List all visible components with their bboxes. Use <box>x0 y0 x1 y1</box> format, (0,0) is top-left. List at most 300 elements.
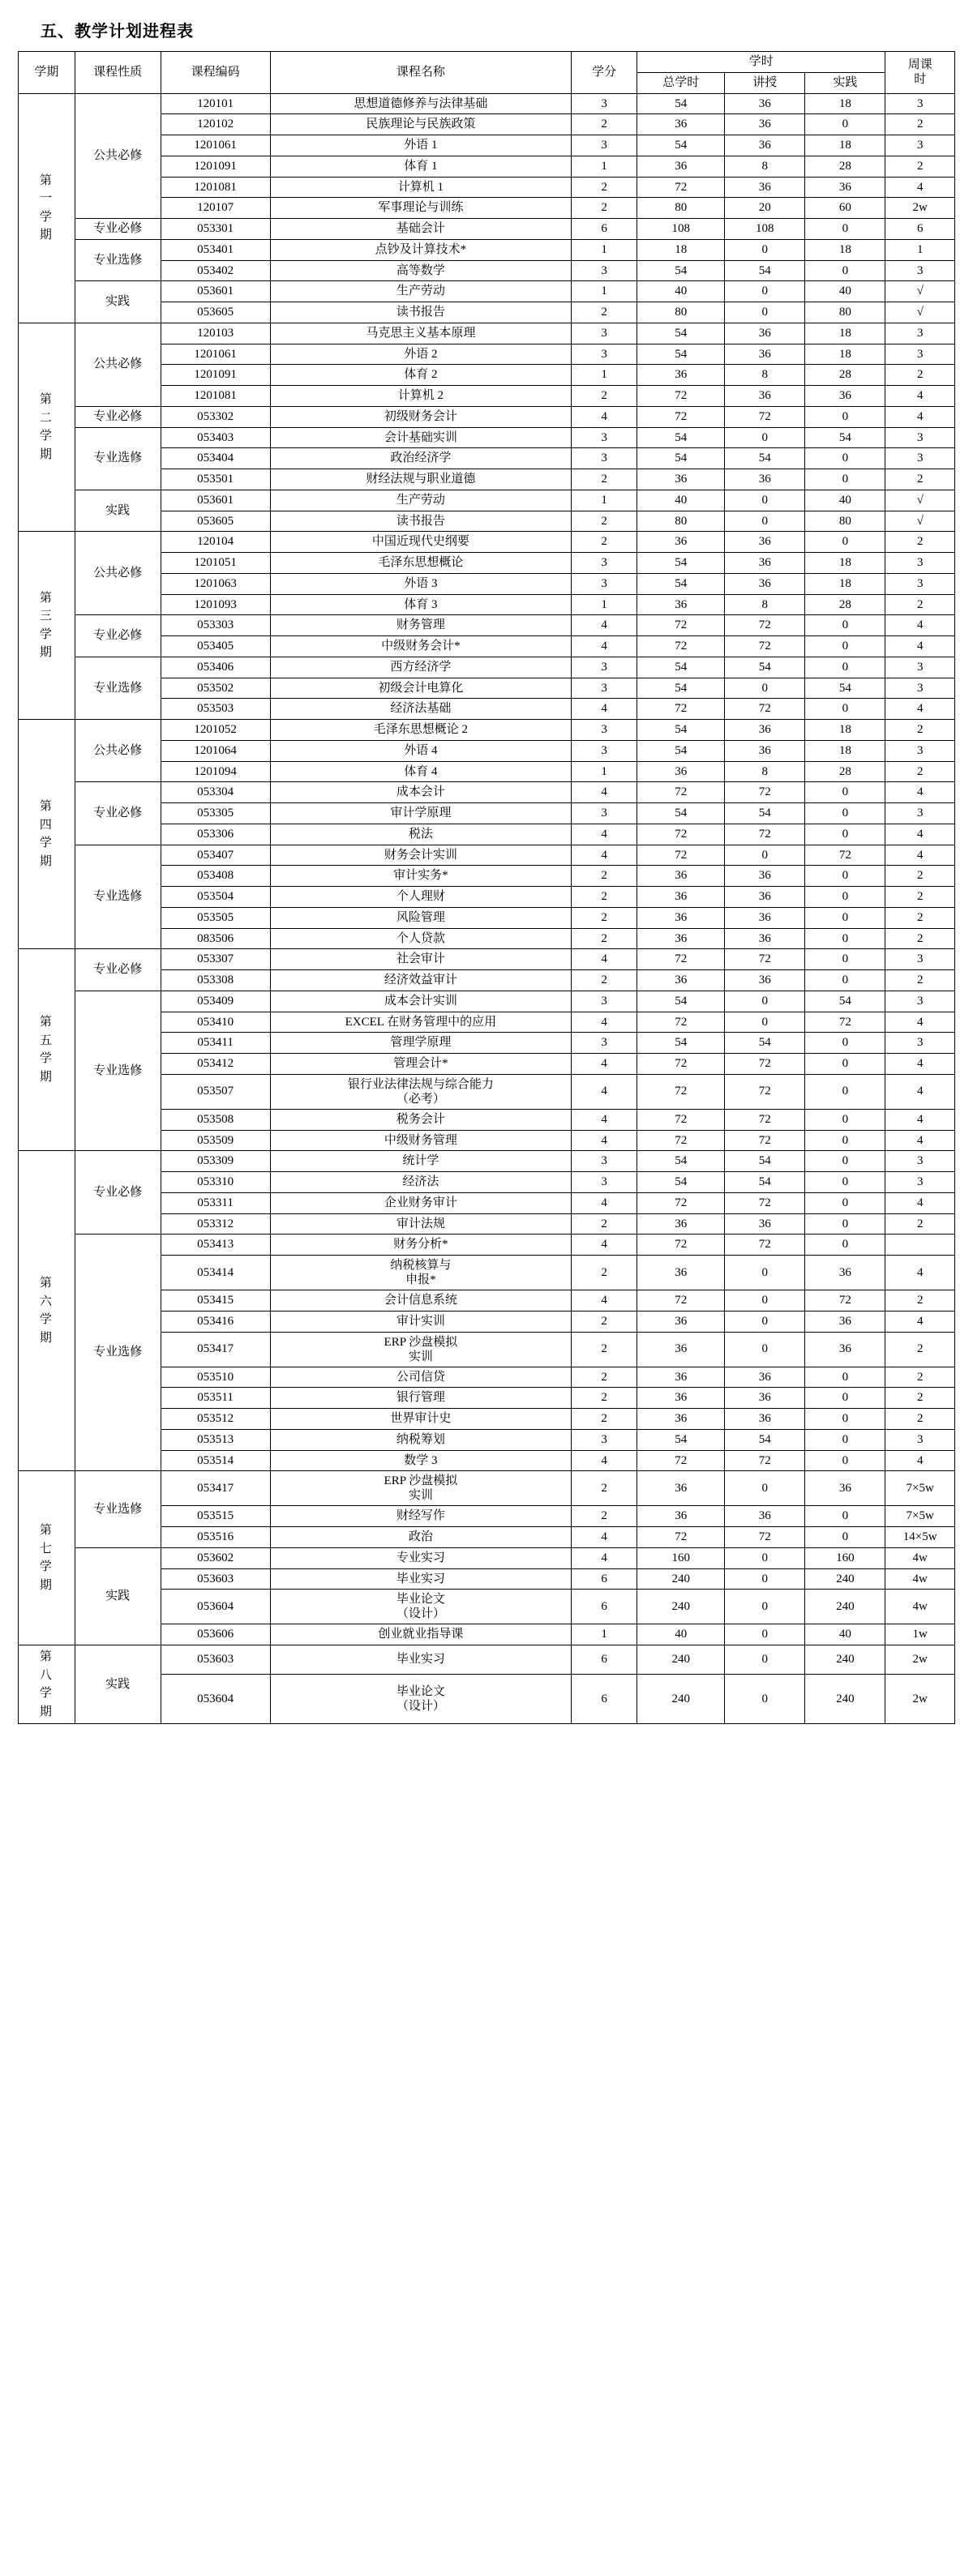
credit-cell: 4 <box>572 1074 637 1109</box>
course-name-cell: 中级财务管理 <box>270 1130 571 1151</box>
course-code-cell: 053305 <box>161 803 270 824</box>
course-code-cell: 053515 <box>161 1506 270 1527</box>
weekly-hours-cell: 3 <box>885 657 955 678</box>
course-name-cell: 毕业论文 （设计） <box>270 1590 571 1624</box>
credit-cell: 6 <box>572 1568 637 1590</box>
course-code-cell: 053604 <box>161 1675 270 1724</box>
credit-cell: 4 <box>572 1450 637 1471</box>
credit-cell: 4 <box>572 1054 637 1075</box>
course-code-cell: 053504 <box>161 887 270 908</box>
practice-hours-cell: 240 <box>805 1645 885 1675</box>
total-hours-cell: 54 <box>637 1172 725 1193</box>
course-nature-cell: 公共必修 <box>75 532 161 615</box>
total-hours-cell: 54 <box>637 740 725 761</box>
credit-cell: 4 <box>572 1290 637 1312</box>
credit-cell: 3 <box>572 135 637 156</box>
total-hours-cell: 18 <box>637 239 725 260</box>
total-hours-cell: 72 <box>637 845 725 866</box>
course-name-cell: 西方经济学 <box>270 657 571 678</box>
lecture-hours-cell: 0 <box>725 991 805 1012</box>
practice-hours-cell: 18 <box>805 135 885 156</box>
course-name-cell: 银行管理 <box>270 1388 571 1409</box>
course-name-cell: 初级会计电算化 <box>270 678 571 699</box>
weekly-hours-cell: 7×5w <box>885 1506 955 1527</box>
lecture-hours-cell: 36 <box>725 740 805 761</box>
course-code-cell: 053408 <box>161 866 270 887</box>
credit-cell: 3 <box>572 553 637 574</box>
course-code-cell: 083506 <box>161 928 270 949</box>
weekly-hours-cell: 2 <box>885 907 955 928</box>
credit-cell: 6 <box>572 1590 637 1624</box>
header-name: 课程名称 <box>270 52 571 94</box>
total-hours-cell: 54 <box>637 1151 725 1172</box>
table-body <box>19 93 955 1724</box>
credit-cell: 2 <box>572 1471 637 1506</box>
practice-hours-cell: 36 <box>805 1311 885 1332</box>
header-code: 课程编码 <box>161 52 270 94</box>
total-hours-cell: 72 <box>637 1109 725 1130</box>
credit-cell: 2 <box>572 532 637 553</box>
lecture-hours-cell: 0 <box>725 239 805 260</box>
course-name-cell: 创业就业指导课 <box>270 1624 571 1645</box>
total-hours-cell: 36 <box>637 1256 725 1290</box>
practice-hours-cell: 18 <box>805 553 885 574</box>
weekly-hours-cell: 4 <box>885 1256 955 1290</box>
total-hours-cell: 80 <box>637 511 725 532</box>
total-hours-cell: 80 <box>637 198 725 219</box>
weekly-hours-cell: 3 <box>885 1172 955 1193</box>
lecture-hours-cell: 0 <box>725 1568 805 1590</box>
course-code-cell: 053406 <box>161 657 270 678</box>
header-term: 学期 <box>19 52 75 94</box>
course-nature-cell: 专业必修 <box>75 782 161 845</box>
credit-cell: 3 <box>572 323 637 344</box>
weekly-hours-cell: 2 <box>885 365 955 386</box>
course-name-cell: 外语 1 <box>270 135 571 156</box>
practice-hours-cell: 0 <box>805 448 885 469</box>
weekly-hours-cell: 2 <box>885 928 955 949</box>
total-hours-cell: 72 <box>637 1450 725 1471</box>
lecture-hours-cell: 0 <box>725 1590 805 1624</box>
weekly-hours-cell: 2 <box>885 469 955 490</box>
term-cell: 第 六 学 期 <box>19 1151 75 1471</box>
practice-hours-cell: 0 <box>805 803 885 824</box>
header-nature: 课程性质 <box>75 52 161 94</box>
course-code-cell: 1201064 <box>161 740 270 761</box>
practice-hours-cell: 0 <box>805 970 885 991</box>
lecture-hours-cell: 54 <box>725 448 805 469</box>
practice-hours-cell: 40 <box>805 490 885 511</box>
total-hours-cell: 36 <box>637 594 725 615</box>
course-nature-cell: 专业必修 <box>75 615 161 657</box>
course-name-cell: 点钞及计算技术* <box>270 239 571 260</box>
course-code-cell: 1201061 <box>161 135 270 156</box>
practice-hours-cell: 0 <box>805 1429 885 1450</box>
total-hours-cell: 36 <box>637 1388 725 1409</box>
credit-cell: 2 <box>572 302 637 323</box>
lecture-hours-cell: 0 <box>725 281 805 302</box>
term-cell: 第 三 学 期 <box>19 532 75 720</box>
lecture-hours-cell: 36 <box>725 323 805 344</box>
course-code-cell: 053304 <box>161 782 270 803</box>
credit-cell: 3 <box>572 573 637 594</box>
weekly-hours-cell: 4 <box>885 699 955 720</box>
lecture-hours-cell: 0 <box>725 427 805 448</box>
table-row <box>19 239 955 260</box>
credit-cell: 2 <box>572 1388 637 1409</box>
total-hours-cell: 54 <box>637 93 725 114</box>
credit-cell: 1 <box>572 156 637 177</box>
table-row <box>19 782 955 803</box>
credit-cell: 4 <box>572 845 637 866</box>
lecture-hours-cell: 72 <box>725 636 805 657</box>
course-code-cell: 053417 <box>161 1332 270 1367</box>
course-name-cell: 计算机 2 <box>270 386 571 407</box>
lecture-hours-cell: 54 <box>725 1033 805 1054</box>
course-name-cell: 管理会计* <box>270 1054 571 1075</box>
course-code-cell: 053605 <box>161 511 270 532</box>
practice-hours-cell: 54 <box>805 991 885 1012</box>
lecture-hours-cell: 0 <box>725 1256 805 1290</box>
course-name-cell: 生产劳动 <box>270 490 571 511</box>
practice-hours-cell: 54 <box>805 427 885 448</box>
practice-hours-cell: 72 <box>805 845 885 866</box>
practice-hours-cell: 160 <box>805 1547 885 1568</box>
weekly-hours-cell: 4w <box>885 1590 955 1624</box>
practice-hours-cell: 0 <box>805 1367 885 1388</box>
lecture-hours-cell: 72 <box>725 1054 805 1075</box>
teaching-plan-table <box>18 51 955 1724</box>
lecture-hours-cell: 0 <box>725 490 805 511</box>
course-nature-cell: 专业选修 <box>75 845 161 949</box>
course-name-cell: 经济效益审计 <box>270 970 571 991</box>
total-hours-cell: 40 <box>637 281 725 302</box>
course-code-cell: 053601 <box>161 281 270 302</box>
credit-cell: 3 <box>572 803 637 824</box>
credit-cell: 2 <box>572 887 637 908</box>
total-hours-cell: 36 <box>637 1409 725 1430</box>
credit-cell: 2 <box>572 907 637 928</box>
practice-hours-cell: 0 <box>805 907 885 928</box>
course-code-cell: 053512 <box>161 1409 270 1430</box>
practice-hours-cell: 80 <box>805 511 885 532</box>
total-hours-cell: 72 <box>637 1527 725 1548</box>
course-code-cell: 053516 <box>161 1527 270 1548</box>
total-hours-cell: 36 <box>637 1367 725 1388</box>
lecture-hours-cell: 54 <box>725 1151 805 1172</box>
weekly-hours-cell: 2 <box>885 761 955 782</box>
course-name-cell: 马克思主义基本原理 <box>270 323 571 344</box>
table-row <box>19 1645 955 1675</box>
course-name-cell: 计算机 1 <box>270 177 571 198</box>
practice-hours-cell: 0 <box>805 1388 885 1409</box>
practice-hours-cell: 0 <box>805 615 885 636</box>
course-name-cell: 思想道德修养与法律基础 <box>270 93 571 114</box>
course-name-cell: 会计基础实训 <box>270 427 571 448</box>
table-row <box>19 281 955 302</box>
lecture-hours-cell: 36 <box>725 469 805 490</box>
weekly-hours-cell: 3 <box>885 573 955 594</box>
weekly-hours-cell: 4w <box>885 1568 955 1590</box>
weekly-hours-cell: 4 <box>885 386 955 407</box>
course-name-cell: 数学 3 <box>270 1450 571 1471</box>
total-hours-cell: 54 <box>637 720 725 741</box>
lecture-hours-cell: 54 <box>725 657 805 678</box>
practice-hours-cell: 0 <box>805 469 885 490</box>
term-cell: 第 四 学 期 <box>19 720 75 949</box>
practice-hours-cell: 0 <box>805 824 885 845</box>
total-hours-cell: 240 <box>637 1568 725 1590</box>
course-code-cell: 053603 <box>161 1568 270 1590</box>
weekly-hours-cell: 3 <box>885 93 955 114</box>
total-hours-cell: 40 <box>637 1624 725 1645</box>
weekly-hours-cell: 4 <box>885 1074 955 1109</box>
course-name-cell: 经济法基础 <box>270 699 571 720</box>
term-cell: 第 二 学 期 <box>19 323 75 532</box>
practice-hours-cell: 18 <box>805 720 885 741</box>
course-nature-cell: 专业选修 <box>75 239 161 281</box>
practice-hours-cell: 240 <box>805 1568 885 1590</box>
weekly-hours-cell: 3 <box>885 427 955 448</box>
course-code-cell: 053502 <box>161 678 270 699</box>
lecture-hours-cell: 0 <box>725 1311 805 1332</box>
lecture-hours-cell: 36 <box>725 866 805 887</box>
course-code-cell: 053410 <box>161 1012 270 1033</box>
lecture-hours-cell: 36 <box>725 344 805 365</box>
credit-cell: 4 <box>572 615 637 636</box>
total-hours-cell: 72 <box>637 782 725 803</box>
weekly-hours-cell: 1w <box>885 1624 955 1645</box>
lecture-hours-cell: 36 <box>725 114 805 135</box>
practice-hours-cell: 18 <box>805 740 885 761</box>
weekly-hours-cell: 3 <box>885 448 955 469</box>
course-nature-cell: 实践 <box>75 281 161 323</box>
total-hours-cell: 72 <box>637 699 725 720</box>
total-hours-cell: 36 <box>637 1471 725 1506</box>
course-code-cell: 1201051 <box>161 553 270 574</box>
credit-cell: 6 <box>572 1675 637 1724</box>
course-code-cell: 053415 <box>161 1290 270 1312</box>
total-hours-cell: 36 <box>637 928 725 949</box>
practice-hours-cell: 0 <box>805 657 885 678</box>
lecture-hours-cell: 36 <box>725 553 805 574</box>
practice-hours-cell: 36 <box>805 1471 885 1506</box>
course-code-cell: 053508 <box>161 1109 270 1130</box>
lecture-hours-cell: 54 <box>725 803 805 824</box>
lecture-hours-cell: 72 <box>725 1192 805 1213</box>
total-hours-cell: 72 <box>637 824 725 845</box>
weekly-hours-cell: 3 <box>885 344 955 365</box>
table-row <box>19 532 955 553</box>
weekly-hours-cell: 2 <box>885 1213 955 1235</box>
course-name-cell: 体育 3 <box>270 594 571 615</box>
weekly-hours-cell: 3 <box>885 740 955 761</box>
weekly-hours-cell: 4 <box>885 177 955 198</box>
lecture-hours-cell: 72 <box>725 1235 805 1256</box>
lecture-hours-cell: 0 <box>725 845 805 866</box>
credit-cell: 3 <box>572 678 637 699</box>
lecture-hours-cell: 0 <box>725 1624 805 1645</box>
weekly-hours-cell: 2w <box>885 198 955 219</box>
total-hours-cell: 72 <box>637 1290 725 1312</box>
course-name-cell: ERP 沙盘模拟 实训 <box>270 1471 571 1506</box>
lecture-hours-cell: 36 <box>725 887 805 908</box>
course-code-cell: 120102 <box>161 114 270 135</box>
practice-hours-cell: 0 <box>805 1054 885 1075</box>
weekly-hours-cell: 2 <box>885 1388 955 1409</box>
course-name-cell: 民族理论与民族政策 <box>270 114 571 135</box>
weekly-hours-cell: 4 <box>885 636 955 657</box>
course-name-cell: 政治经济学 <box>270 448 571 469</box>
weekly-hours-cell: 2 <box>885 1367 955 1388</box>
practice-hours-cell: 36 <box>805 1332 885 1367</box>
total-hours-cell: 54 <box>637 553 725 574</box>
weekly-hours-cell: 1 <box>885 239 955 260</box>
weekly-hours-cell: 3 <box>885 553 955 574</box>
credit-cell: 1 <box>572 490 637 511</box>
lecture-hours-cell: 8 <box>725 761 805 782</box>
total-hours-cell: 72 <box>637 636 725 657</box>
course-code-cell: 053604 <box>161 1590 270 1624</box>
page-title: 五、教学计划进程表 <box>41 23 194 41</box>
course-nature-cell: 专业必修 <box>75 406 161 427</box>
total-hours-cell: 240 <box>637 1675 725 1724</box>
total-hours-cell: 36 <box>637 866 725 887</box>
course-nature-cell: 公共必修 <box>75 323 161 406</box>
lecture-hours-cell: 0 <box>725 678 805 699</box>
lecture-hours-cell: 72 <box>725 1109 805 1130</box>
course-code-cell: 053509 <box>161 1130 270 1151</box>
course-code-cell: 053307 <box>161 949 270 970</box>
practice-hours-cell: 40 <box>805 281 885 302</box>
practice-hours-cell: 36 <box>805 386 885 407</box>
practice-hours-cell: 240 <box>805 1675 885 1724</box>
credit-cell: 4 <box>572 949 637 970</box>
course-code-cell: 1201094 <box>161 761 270 782</box>
table-row <box>19 720 955 741</box>
weekly-hours-cell: 2 <box>885 1290 955 1312</box>
credit-cell: 3 <box>572 720 637 741</box>
total-hours-cell: 54 <box>637 323 725 344</box>
practice-hours-cell: 0 <box>805 1151 885 1172</box>
weekly-hours-cell: 2 <box>885 970 955 991</box>
credit-cell: 2 <box>572 1367 637 1388</box>
credit-cell: 3 <box>572 657 637 678</box>
practice-hours-cell: 28 <box>805 761 885 782</box>
lecture-hours-cell: 0 <box>725 1675 805 1724</box>
total-hours-cell: 54 <box>637 991 725 1012</box>
total-hours-cell: 36 <box>637 114 725 135</box>
total-hours-cell: 36 <box>637 761 725 782</box>
course-name-cell: 税法 <box>270 824 571 845</box>
practice-hours-cell: 18 <box>805 93 885 114</box>
course-name-cell: 外语 3 <box>270 573 571 594</box>
practice-hours-cell: 28 <box>805 156 885 177</box>
course-name-cell: 体育 2 <box>270 365 571 386</box>
total-hours-cell: 72 <box>637 1054 725 1075</box>
course-code-cell: 1201063 <box>161 573 270 594</box>
course-name-cell: 财务分析* <box>270 1235 571 1256</box>
weekly-hours-cell <box>885 1235 955 1256</box>
practice-hours-cell: 0 <box>805 782 885 803</box>
course-name-cell: 体育 1 <box>270 156 571 177</box>
course-name-cell: 外语 4 <box>270 740 571 761</box>
course-code-cell: 053310 <box>161 1172 270 1193</box>
total-hours-cell: 72 <box>637 1012 725 1033</box>
course-nature-cell: 专业选修 <box>75 657 161 719</box>
practice-hours-cell: 0 <box>805 1527 885 1548</box>
total-hours-cell: 72 <box>637 949 725 970</box>
weekly-hours-cell: 3 <box>885 135 955 156</box>
lecture-hours-cell: 36 <box>725 928 805 949</box>
total-hours-cell: 54 <box>637 678 725 699</box>
weekly-hours-cell: 2w <box>885 1645 955 1675</box>
practice-hours-cell: 0 <box>805 1192 885 1213</box>
course-code-cell: 053416 <box>161 1311 270 1332</box>
course-name-cell: 毛泽东思想概论 <box>270 553 571 574</box>
practice-hours-cell: 0 <box>805 1033 885 1054</box>
course-name-cell: 毛泽东思想概论 2 <box>270 720 571 741</box>
practice-hours-cell: 0 <box>805 260 885 281</box>
course-code-cell: 053412 <box>161 1054 270 1075</box>
lecture-hours-cell: 0 <box>725 1332 805 1367</box>
credit-cell: 4 <box>572 1012 637 1033</box>
course-nature-cell: 实践 <box>75 1645 161 1724</box>
course-code-cell: 053306 <box>161 824 270 845</box>
practice-hours-cell: 0 <box>805 406 885 427</box>
course-name-cell: 审计实训 <box>270 1311 571 1332</box>
course-code-cell: 120101 <box>161 93 270 114</box>
credit-cell: 4 <box>572 1109 637 1130</box>
credit-cell: 3 <box>572 1151 637 1172</box>
table-row <box>19 1471 955 1506</box>
total-hours-cell: 54 <box>637 427 725 448</box>
weekly-hours-cell: 2 <box>885 866 955 887</box>
total-hours-cell: 36 <box>637 887 725 908</box>
credit-cell: 4 <box>572 1192 637 1213</box>
total-hours-cell: 36 <box>637 1213 725 1235</box>
total-hours-cell: 54 <box>637 260 725 281</box>
course-name-cell: 中级财务会计* <box>270 636 571 657</box>
course-name-cell: 成本会计 <box>270 782 571 803</box>
practice-hours-cell: 36 <box>805 1256 885 1290</box>
course-code-cell: 053606 <box>161 1624 270 1645</box>
weekly-hours-cell: 4 <box>885 1450 955 1471</box>
weekly-hours-cell: 4 <box>885 615 955 636</box>
weekly-hours-cell: √ <box>885 490 955 511</box>
total-hours-cell: 36 <box>637 469 725 490</box>
practice-hours-cell: 0 <box>805 1213 885 1235</box>
term-cell: 第 一 学 期 <box>19 93 75 323</box>
course-name-cell: 统计学 <box>270 1151 571 1172</box>
weekly-hours-cell: 3 <box>885 1429 955 1450</box>
lecture-hours-cell: 36 <box>725 1506 805 1527</box>
practice-hours-cell: 54 <box>805 678 885 699</box>
credit-cell: 3 <box>572 1033 637 1054</box>
course-name-cell: 财经写作 <box>270 1506 571 1527</box>
lecture-hours-cell: 36 <box>725 177 805 198</box>
lecture-hours-cell: 36 <box>725 573 805 594</box>
practice-hours-cell: 0 <box>805 928 885 949</box>
total-hours-cell: 36 <box>637 532 725 553</box>
course-name-cell: 个人贷款 <box>270 928 571 949</box>
course-name-cell: EXCEL 在财务管理中的应用 <box>270 1012 571 1033</box>
course-code-cell: 053514 <box>161 1450 270 1471</box>
total-hours-cell: 72 <box>637 386 725 407</box>
weekly-hours-cell: 3 <box>885 949 955 970</box>
table-row <box>19 490 955 511</box>
credit-cell: 2 <box>572 114 637 135</box>
